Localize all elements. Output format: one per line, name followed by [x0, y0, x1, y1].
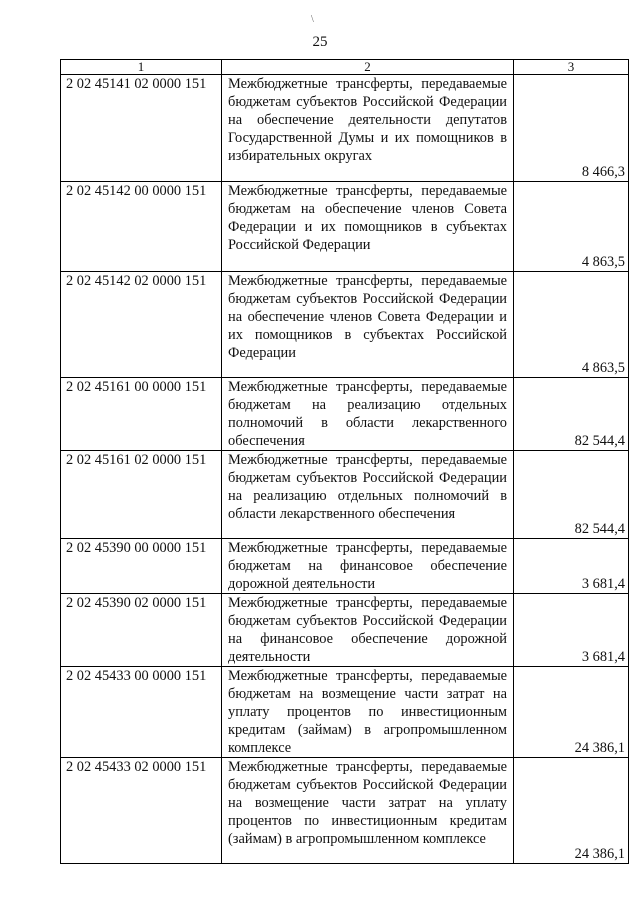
budget-code: 2 02 45142 00 0000 151: [61, 182, 222, 272]
budget-code: 2 02 45142 02 0000 151: [61, 272, 222, 378]
amount: 4 863,5: [514, 272, 629, 378]
budget-code: 2 02 45141 02 0000 151: [61, 75, 222, 182]
table-row: [61, 451, 629, 539]
page-number: 25: [312, 34, 328, 50]
column-header-code: 1: [61, 60, 222, 75]
amount: 4 863,5: [514, 182, 629, 272]
budget-code: 2 02 45161 00 0000 151: [61, 378, 222, 451]
table-row: [61, 539, 629, 594]
table-row: [61, 667, 629, 758]
description: Межбюджетные трансферты, передаваемые бюджетам субъектов Российской Федерации на обеспечение деятельности депутатов Государственной Думы и их помощников в избирательных округах: [222, 75, 514, 182]
table-row: [61, 272, 629, 378]
description: Межбюджетные трансферты, передаваемые бюджетам на финансовое обеспечение дорожной деятельности: [222, 539, 514, 594]
description: Межбюджетные трансферты, передаваемые бюджетам субъектов Российской Федерации на реализацию отдельных полномочий в области лекарственного обеспечения: [222, 451, 514, 539]
budget-table: [60, 59, 629, 864]
description: Межбюджетные трансферты, передаваемые бюджетам на обеспечение членов Совета Федерации и их помощников в субъектах Российской Федерации: [222, 182, 514, 272]
amount: 24 386,1: [514, 667, 629, 758]
table-row: [61, 182, 629, 272]
budget-code: 2 02 45390 00 0000 151: [61, 539, 222, 594]
description: Межбюджетные трансферты, передаваемые бюджетам на реализацию отдельных полномочий в области лекарственного обеспечения: [222, 378, 514, 451]
table-row: [61, 758, 629, 864]
table-row: [61, 594, 629, 667]
amount: 3 681,4: [514, 594, 629, 667]
amount: 24 386,1: [514, 758, 629, 864]
description: Межбюджетные трансферты, передаваемые бюджетам на возмещение части затрат на уплату процентов по инвестиционным кредитам (займам) в агропромышленном комплексе: [222, 667, 514, 758]
description: Межбюджетные трансферты, передаваемые бюджетам субъектов Российской Федерации на возмещение части затрат на уплату процентов по инвестиционным кредитам (займам) в агропромышленном комплексе: [222, 758, 514, 864]
column-header-description: 2: [222, 60, 514, 75]
budget-code: 2 02 45433 00 0000 151: [61, 667, 222, 758]
budget-code: 2 02 45433 02 0000 151: [61, 758, 222, 864]
budget-code: 2 02 45161 02 0000 151: [61, 451, 222, 539]
table-row: [61, 378, 629, 451]
column-header-amount: 3: [514, 60, 629, 75]
scan-mark: \: [311, 14, 314, 25]
column-header-row: [61, 60, 629, 75]
table-row: [61, 75, 629, 182]
amount: 8 466,3: [514, 75, 629, 182]
amount: 82 544,4: [514, 451, 629, 539]
description: Межбюджетные трансферты, передаваемые бюджетам субъектов Российской Федерации на обеспечение членов Совета Федерации и их помощников в субъектах Российской Федерации: [222, 272, 514, 378]
amount: 3 681,4: [514, 539, 629, 594]
amount: 82 544,4: [514, 378, 629, 451]
budget-code: 2 02 45390 02 0000 151: [61, 594, 222, 667]
description: Межбюджетные трансферты, передаваемые бюджетам субъектов Российской Федерации на финансовое обеспечение дорожной деятельности: [222, 594, 514, 667]
